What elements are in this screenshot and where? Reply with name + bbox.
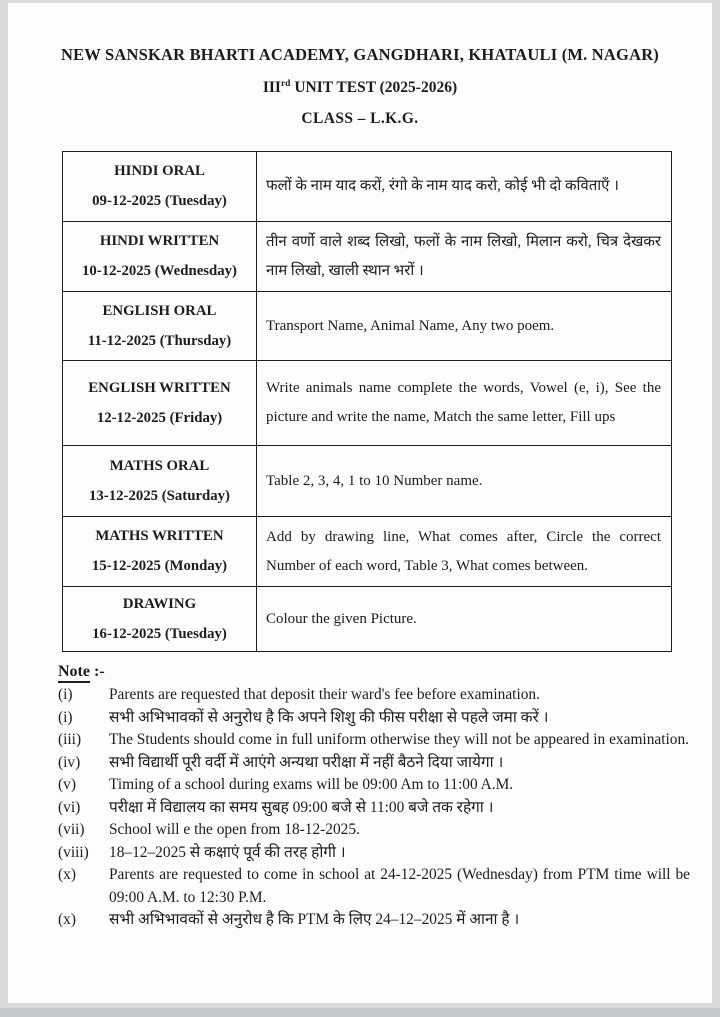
syllabus-cell: Table 2, 3, 4, 1 to 10 Number name.: [257, 446, 672, 517]
exam-schedule-table: [62, 151, 672, 652]
note-text: सभी विद्यार्थी पूरी वर्दी में आएंगे अन्यथा परीक्षा में नहीं बैठने दिया जायेगा ।: [109, 753, 504, 771]
list-item: [58, 842, 690, 865]
list-item: [58, 797, 690, 820]
note-label: (x): [58, 911, 76, 929]
table-row: [63, 292, 672, 361]
note-text: Parents are requested to come in school at 24-12-2025 (Wednesday) from PTM time will be 09:00 A.M. to 12:30 P.M.: [109, 866, 690, 906]
subject-date-cell: [63, 292, 257, 361]
notes-heading: [58, 663, 712, 681]
subject-date-cell: [63, 446, 257, 517]
note-text: Parents are requested that deposit their ward's fee before examination.: [109, 686, 540, 704]
list-item: [58, 774, 690, 797]
exam-date: 09-12-2025 (Tuesday): [92, 193, 227, 210]
document-header: [8, 3, 712, 128]
note-label: (viii): [58, 843, 89, 861]
list-item: [58, 707, 690, 730]
list-item: [58, 752, 690, 775]
table-row: [63, 152, 672, 222]
subject-name: ENGLISH ORAL: [102, 302, 217, 319]
table-row: [63, 361, 672, 446]
list-item: [58, 729, 690, 752]
note-text: School will e the open from 18-12-2025.: [109, 821, 360, 839]
note-text: 18–12–2025 से कक्षाएं पूर्व की तरह होगी ।: [109, 843, 346, 861]
note-text: सभी अभिभावकों से अनुरोध है कि PTM के लिए 24–12–2025 में आना है ।: [109, 911, 520, 929]
exam-date: 15-12-2025 (Monday): [91, 558, 228, 575]
subject-date-cell: [63, 587, 257, 652]
exam-date: 13-12-2025 (Saturday): [89, 487, 230, 504]
list-item: [58, 864, 690, 909]
table-row: [63, 222, 672, 292]
subject-name: MATHS WRITTEN: [95, 528, 224, 545]
document-page: [8, 3, 712, 1003]
list-item: [58, 819, 690, 842]
syllabus-cell: Add by drawing line, What comes after, Circle the correct Number of each word, Table 3, What comes between.: [257, 517, 672, 587]
note-label: (i): [58, 708, 73, 726]
note-label: (v): [58, 776, 76, 794]
exam-date: 16-12-2025 (Tuesday): [92, 625, 227, 642]
page-edge-shadow: [0, 1008, 720, 1017]
subject-name: MATHS ORAL: [109, 457, 210, 474]
note-label: (x): [58, 866, 76, 884]
subject-date-cell: [63, 361, 257, 446]
note-text: परीक्षा में विद्यालय का समय सुबह 09:00 बजे से 11:00 बजे तक रहेगा ।: [109, 798, 494, 816]
school-name: NEW SANSKAR BHARTI ACADEMY, GANGDHARI, KHATAULI (M. NAGAR): [60, 45, 660, 64]
note-label: (vii): [58, 821, 85, 839]
notes-list: [58, 684, 690, 932]
note-text: Timing of a school during exams will be 09:00 Am to 11:00 A.M.: [109, 776, 514, 794]
note-label: (iii): [58, 731, 82, 749]
table-row: [63, 587, 672, 652]
syllabus-cell: Transport Name, Animal Name, Any two poem.: [257, 292, 672, 361]
exam-date: 10-12-2025 (Wednesday): [82, 263, 237, 280]
notes-heading-word: Note: [58, 663, 90, 683]
test-title: [8, 79, 712, 97]
syllabus-cell: Colour the given Picture.: [257, 587, 672, 652]
subject-name: ENGLISH WRITTEN: [88, 379, 231, 396]
subject-date-cell: [63, 517, 257, 587]
note-label: (vi): [58, 798, 81, 816]
list-item: [58, 909, 690, 932]
note-label: (iv): [58, 753, 81, 771]
subject-name: HINDI ORAL: [114, 163, 205, 180]
class-title: CLASS – L.K.G.: [301, 110, 419, 128]
exam-date: 12-12-2025 (Friday): [96, 409, 223, 426]
subject-name: DRAWING: [122, 595, 197, 612]
subject-date-cell: [63, 222, 257, 292]
test-title-ordinal: rd: [280, 79, 291, 89]
test-title-roman: III: [262, 79, 281, 97]
table-row: [63, 446, 672, 517]
list-item: [58, 684, 690, 707]
note-text: The Students should come in full uniform otherwise they will not be appeared in examination.: [109, 731, 690, 749]
syllabus-cell: तीन वर्णो वाले शब्द लिखो, फलों के नाम लिखो, मिलान करो, चित्र देखकर नाम लिखो, खाली स्थान भरों ।: [257, 222, 672, 292]
exam-date: 11-12-2025 (Thursday): [87, 332, 232, 349]
syllabus-cell: फलों के नाम याद करों, रंगो के नाम याद करो, कोई भी दो कविताएँ ।: [257, 152, 672, 222]
subject-date-cell: [63, 152, 257, 222]
note-text: सभी अभिभावकों से अनुरोध है कि अपने शिशु की फीस परीक्षा से पहले जमा करें ।: [109, 708, 549, 726]
subject-name: HINDI WRITTEN: [99, 233, 220, 250]
syllabus-cell: Write animals name complete the words, Vowel (e, i), See the picture and write the name, Match the same letter, Fill ups: [257, 361, 672, 446]
table-row: [63, 517, 672, 587]
test-title-rest: UNIT TEST (2025-2026): [290, 79, 458, 97]
notes-heading-suffix: :-: [89, 663, 105, 681]
note-label: (i): [58, 686, 73, 704]
